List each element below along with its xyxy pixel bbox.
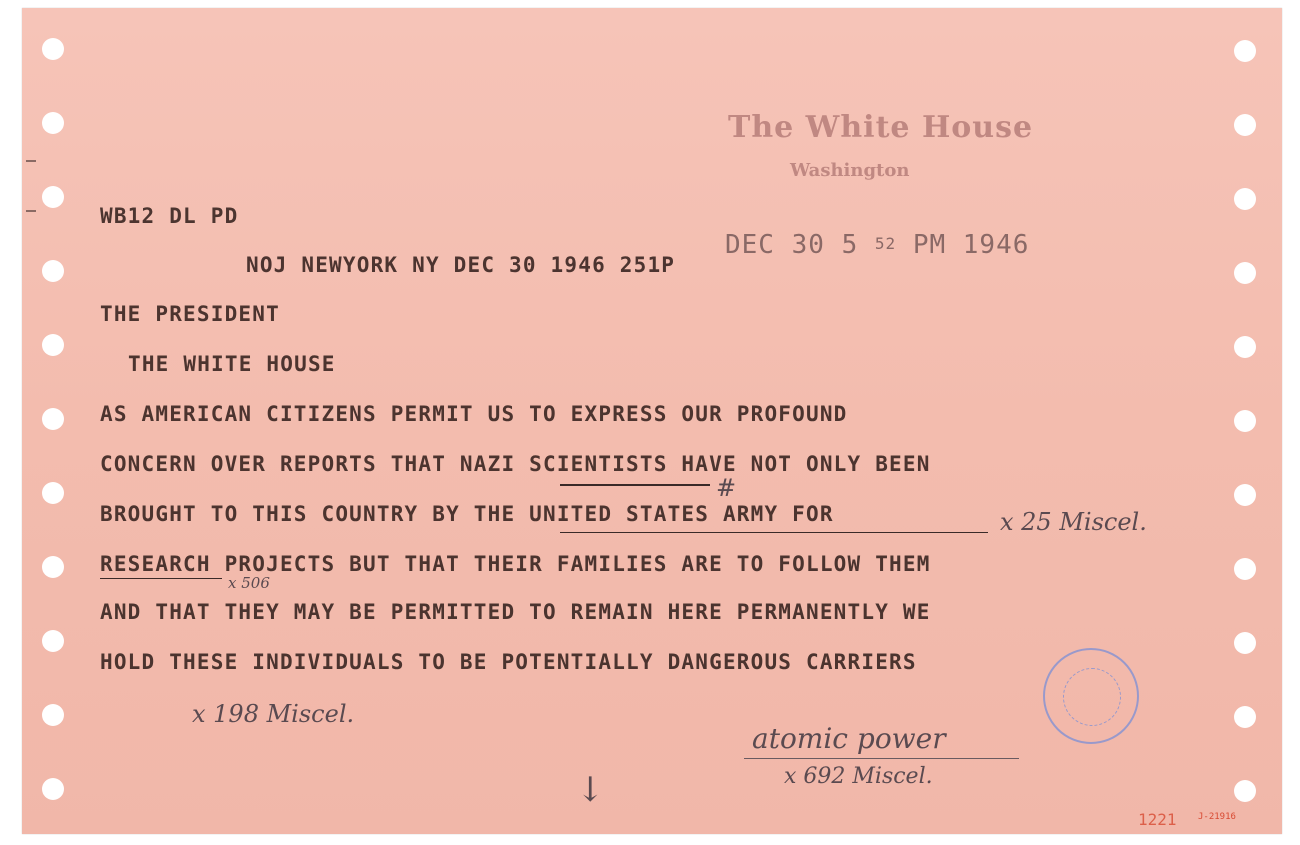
feed-hole <box>1234 336 1256 358</box>
feed-hole <box>1234 780 1256 802</box>
file-annotation-25: x 25 Miscel. <box>1000 508 1147 536</box>
file-annotation-198: x 198 Miscel. <box>192 700 355 728</box>
feed-hole <box>42 260 64 282</box>
feed-hole <box>1234 410 1256 432</box>
feed-hole <box>42 482 64 504</box>
arrow-down-icon: ↓ <box>576 770 605 810</box>
feed-hole <box>42 334 64 356</box>
underline-scientists <box>560 484 710 486</box>
body-line: RESEARCH PROJECTS BUT THAT THEIR FAMILIES ARE TO FOLLOW THEM <box>100 552 931 576</box>
underline-research <box>100 578 222 579</box>
feed-hole <box>1234 632 1256 654</box>
body-line: AS AMERICAN CITIZENS PERMIT US TO EXPRESS OUR PROFOUND <box>100 402 848 426</box>
underline-united-states-army <box>560 532 988 533</box>
stamp-ampm: PM <box>912 230 947 260</box>
edge-tick <box>26 160 36 162</box>
file-annotation-506: x 506 <box>228 574 270 592</box>
stamp-minute: 52 <box>874 234 897 253</box>
underline-atomic-power <box>744 758 1019 759</box>
feed-hole <box>42 556 64 578</box>
stamp-year: 1946 <box>962 230 1030 260</box>
seal-inner-ring <box>1063 668 1121 726</box>
feed-hole <box>1234 706 1256 728</box>
feed-hole <box>42 704 64 726</box>
letterhead-title: The White House <box>728 110 1034 145</box>
body-line: CONCERN OVER REPORTS THAT NAZI SCIENTISTS HAVE NOT ONLY BEEN <box>100 452 931 476</box>
feed-hole <box>42 112 64 134</box>
body-line: BROUGHT TO THIS COUNTRY BY THE UNITED STATES ARMY FOR <box>100 502 834 526</box>
feed-hole <box>1234 114 1256 136</box>
address-place: THE WHITE HOUSE <box>128 352 336 376</box>
footer-code: J-21916 <box>1198 812 1236 822</box>
letterhead-subtitle: Washington <box>790 160 910 181</box>
file-annotation-692: x 692 Miscel. <box>784 764 933 789</box>
edge-tick <box>26 210 36 212</box>
stamp-date: DEC 30 <box>725 230 825 260</box>
topic-annotation: atomic power <box>752 722 946 755</box>
footer-number: 1221 <box>1138 810 1177 829</box>
header-line-2: NOJ NEWYORK NY DEC 30 1946 251P <box>246 253 676 277</box>
feed-hole <box>1234 262 1256 284</box>
body-line: AND THAT THEY MAY BE PERMITTED TO REMAIN HERE PERMANENTLY WE <box>100 600 931 624</box>
feed-hole <box>42 408 64 430</box>
feed-hole <box>42 38 64 60</box>
feed-hole <box>42 630 64 652</box>
stamp-hour: 5 <box>841 230 859 260</box>
feed-hole <box>1234 484 1256 506</box>
addressee: THE PRESIDENT <box>100 302 280 326</box>
feed-hole <box>1234 40 1256 62</box>
received-stamp <box>725 230 1029 260</box>
header-line-1: WB12 DL PD <box>100 204 239 228</box>
feed-hole <box>42 186 64 208</box>
feed-hole <box>42 778 64 800</box>
body-line: HOLD THESE INDIVIDUALS TO BE POTENTIALLY DANGEROUS CARRIERS <box>100 650 917 674</box>
feed-hole <box>1234 558 1256 580</box>
feed-hole <box>1234 188 1256 210</box>
receipt-seal <box>1043 648 1139 744</box>
hash-annotation: # <box>716 474 737 502</box>
